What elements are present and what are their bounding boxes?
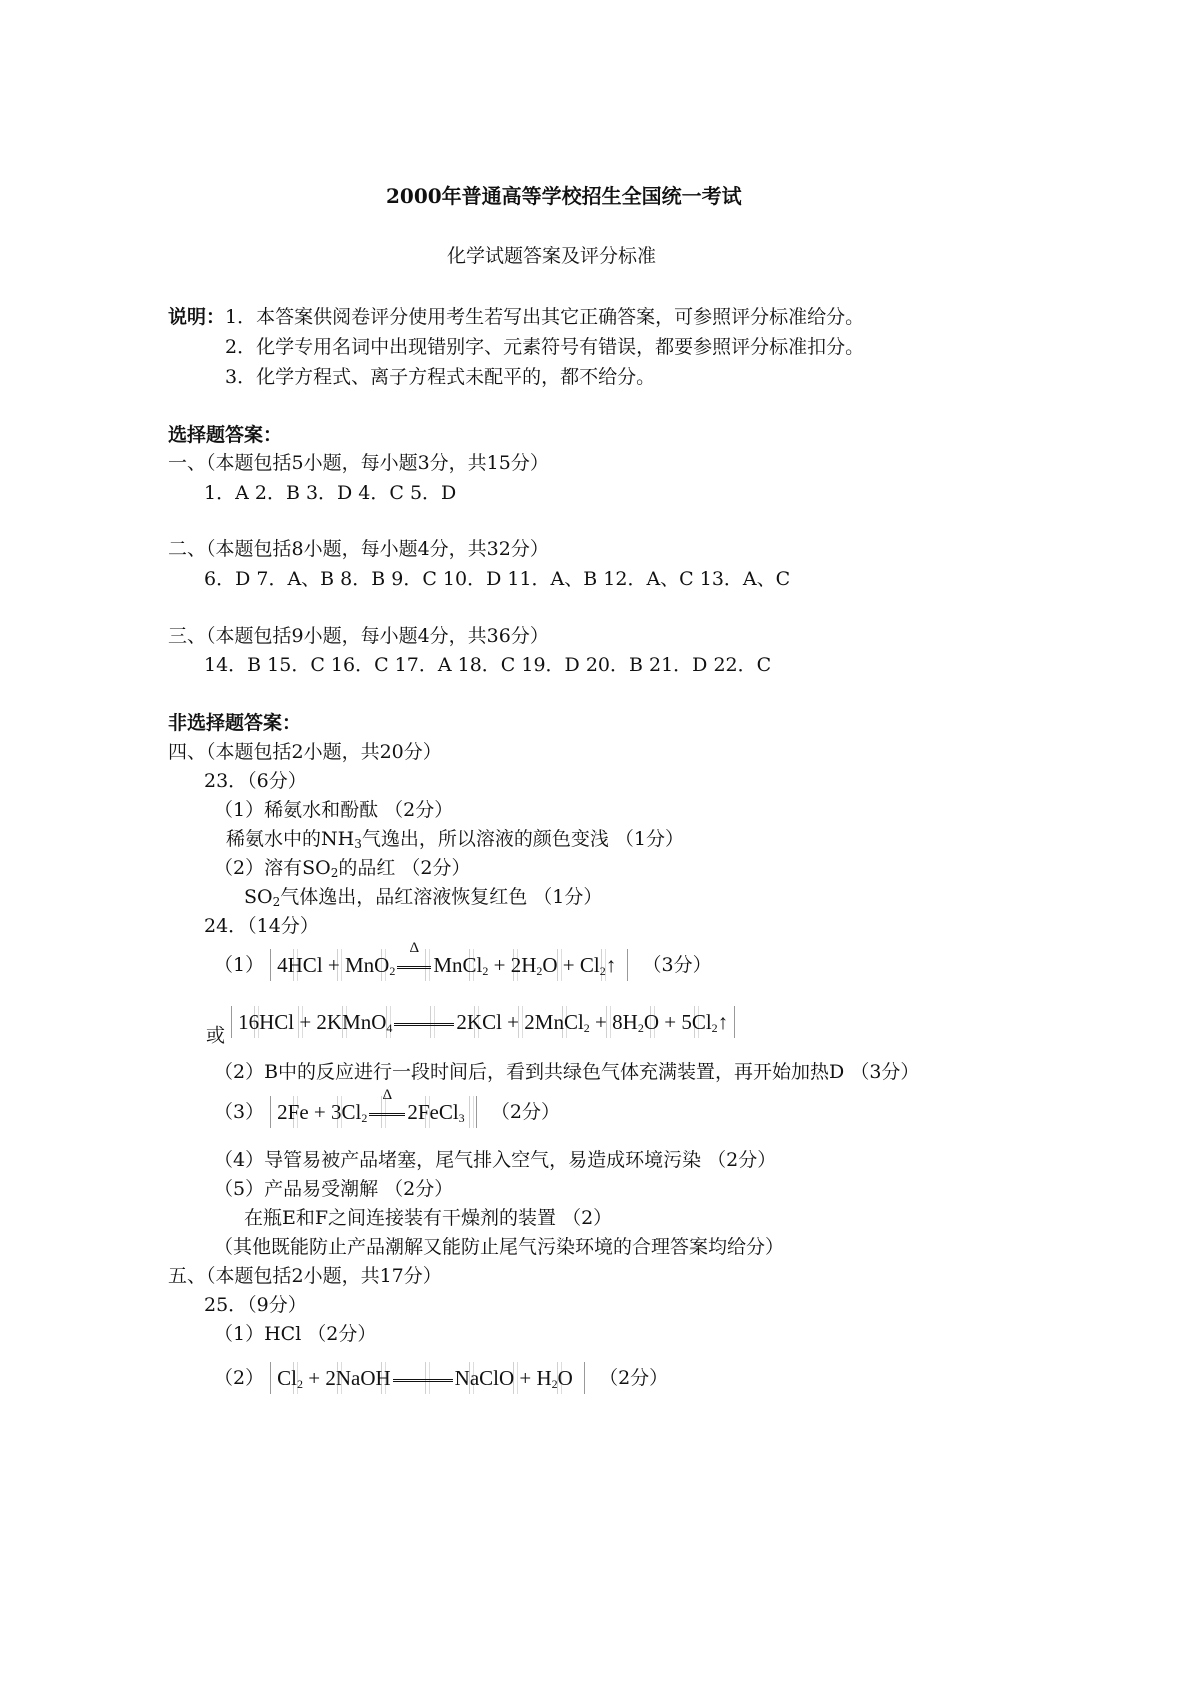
subscript: 2	[330, 866, 339, 880]
section-1-answers: 1．A 2．B 3．D 4．C 5．D	[204, 482, 457, 504]
delta-symbol: Δ	[409, 940, 420, 956]
eq-text: O	[557, 1366, 573, 1390]
equation-4	[270, 1362, 585, 1394]
q24-part1	[214, 940, 712, 978]
q24-part2: （2）B中的反应进行一段时间后，看到共绿色气体充满装置，再开始加热D （3分）	[214, 1061, 920, 1083]
equation-3	[270, 1087, 477, 1128]
gas-arrow-icon: ↑	[717, 1010, 729, 1034]
eq-text: Cl	[277, 1366, 297, 1390]
q23-part2-explain	[244, 888, 602, 907]
eq-sub: 2	[551, 1377, 558, 1391]
q24-part1-alt	[206, 1012, 735, 1046]
eq-sub: 2	[583, 1021, 590, 1035]
q24-part5-note: （其他既能防止产品潮解又能防止尾气污染环境的合理答案均给分）	[214, 1236, 785, 1258]
q24-part5: （5）产品易受潮解 （2分）	[214, 1178, 454, 1200]
section-3-heading: 三、（本题包括9小题，每小题4分，共36分）	[168, 625, 549, 647]
eq-sub: 2	[296, 1377, 303, 1391]
text: SO	[244, 886, 273, 908]
section-2-answers: 6．D 7．A、B 8．B 9．C 10．D 11．A、B 12．A、C 13．A、C	[204, 568, 791, 590]
eq-text: + 2H	[488, 953, 537, 977]
eq-text: + 2NaOH	[302, 1366, 391, 1390]
q23-part1-explain	[226, 830, 684, 849]
note-1-text: 1．本答案供阅卷评分使用考生若写出其它正确答案，可参照评分标准给分。	[225, 306, 865, 328]
note-2: 2．化学专用名词中出现错别字、元素符号有错误，都要参照评分标准扣分。	[225, 336, 865, 358]
score: （2分）	[599, 1367, 669, 1389]
part-label: （3）	[214, 1101, 265, 1123]
heat-equals-sign	[397, 940, 431, 976]
notes-label: 说明：	[168, 306, 226, 328]
section-5-heading: 五、（本题包括2小题，共17分）	[168, 1265, 442, 1287]
text: （2）溶有SO	[214, 857, 331, 879]
text: 的品红 （2分）	[338, 857, 471, 879]
part-label: （1）	[214, 954, 265, 976]
q25-heading: 25．（9分）	[204, 1294, 307, 1316]
subscript: 3	[354, 837, 362, 851]
eq-sub: 2	[482, 964, 489, 978]
note-3: 3．化学方程式、离子方程式未配平的，都不给分。	[225, 366, 656, 388]
score: （2分）	[490, 1101, 561, 1123]
text: 气体逸出，品红溶液恢复红色 （1分）	[280, 886, 603, 908]
text: 稀氨水中的NH	[226, 828, 355, 850]
equation-2	[231, 1006, 735, 1038]
equals-sign	[394, 1012, 454, 1033]
q23-heading: 23．（6分）	[204, 770, 307, 792]
eq-text: + 8H	[589, 1010, 638, 1034]
or-label: 或	[206, 1024, 226, 1047]
section-2-heading: 二、（本题包括8小题，每小题4分，共32分）	[168, 538, 549, 560]
page-title: 2000年普通高等学校招生全国统一考试	[386, 184, 742, 208]
eq-sub: 2	[711, 1021, 718, 1035]
q24-heading: 24．（14分）	[204, 915, 319, 937]
text: 气逸出，所以溶液的颜色变浅 （1分）	[361, 828, 684, 850]
equation-1	[270, 940, 628, 981]
section-1-heading: 一、（本题包括5小题，每小题3分，共15分）	[168, 452, 549, 474]
nmc-heading: 非选择题答案：	[168, 712, 302, 734]
q23-part2	[214, 859, 470, 878]
equals-sign	[393, 1368, 453, 1389]
eq-sub: 2	[637, 1021, 644, 1035]
q25-part1: （1）HCl （2分）	[214, 1323, 377, 1345]
page-subtitle: 化学试题答案及评分标准	[447, 245, 657, 267]
eq-text: NaClO + H	[454, 1366, 552, 1390]
q25-part2	[214, 1368, 668, 1389]
eq-text: 2FeCl	[407, 1100, 459, 1124]
q23-part1: （1）稀氨水和酚酞 （2分）	[214, 799, 454, 821]
eq-text: 2Fe + 3Cl	[277, 1100, 362, 1124]
delta-symbol: Δ	[382, 1087, 393, 1103]
eq-sub: 2	[389, 964, 396, 978]
gas-arrow-icon: ↑	[605, 953, 617, 977]
section-4-heading: 四、（本题包括2小题，共20分）	[168, 741, 442, 763]
eq-sub: 2	[536, 964, 543, 978]
q24-part3	[214, 1087, 561, 1125]
note-1	[168, 308, 864, 327]
section-3-answers: 14．B 15．C 16．C 17．A 18．C 19．D 20．B 21．D 22．C	[204, 654, 772, 676]
q24-part4: （4）导管易被产品堵塞，尾气排入空气，易造成环境污染 （2分）	[214, 1149, 777, 1171]
eq-text: 4HCl + MnO	[277, 953, 390, 977]
heat-equals-sign	[369, 1087, 405, 1123]
eq-text: 2KCl + 2MnCl	[456, 1010, 584, 1034]
eq-sub: 3	[458, 1111, 465, 1125]
part-label: （2）	[214, 1367, 265, 1389]
eq-text: O + 5Cl	[643, 1010, 712, 1034]
eq-sub: 2	[599, 964, 606, 978]
eq-text: O + Cl	[542, 953, 600, 977]
eq-text: MnCl	[433, 953, 483, 977]
score: （3分）	[642, 954, 712, 976]
eq-text: 16HCl + 2KMnO	[238, 1010, 387, 1034]
eq-sub: 2	[361, 1111, 368, 1125]
eq-sub: 4	[386, 1021, 393, 1035]
q24-part5-explain: 在瓶E和F之间连接装有干燥剂的装置 （2）	[244, 1207, 613, 1229]
subscript: 2	[272, 895, 281, 909]
mc-heading: 选择题答案：	[168, 424, 283, 446]
